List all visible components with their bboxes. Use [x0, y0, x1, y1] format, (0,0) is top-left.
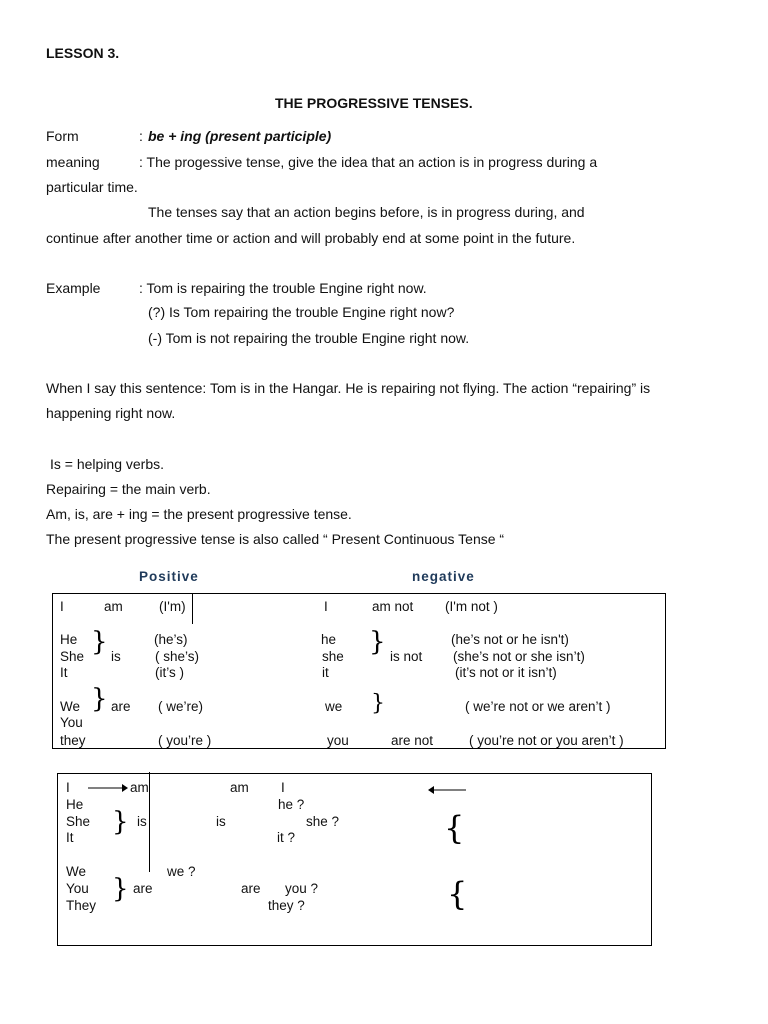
q-verb-is-question: is	[216, 814, 226, 829]
pronoun-you-negative: you	[327, 733, 349, 748]
q-he-question: he ?	[278, 797, 305, 812]
example-question: (?) Is Tom repairing the trouble Engine right now?	[148, 304, 455, 320]
verb-am: am	[104, 599, 123, 614]
form-label: Form	[46, 128, 79, 144]
contraction-were-not: ( we’re not or we aren’t )	[465, 699, 611, 714]
q-pronoun-they: They	[66, 898, 97, 913]
note-continuous: The present progressive tense is also called “ Present Continuous Tense “	[46, 531, 505, 547]
q-pronoun-she: She	[66, 814, 91, 829]
note-helping-verbs: Is = helping verbs.	[50, 456, 165, 472]
q-pronoun-i-question: I	[281, 780, 285, 795]
q-verb-are: are	[133, 881, 153, 896]
q-verb-am-question: am	[230, 780, 249, 795]
brace-he-she: }	[91, 627, 108, 657]
q-pronoun-you: You	[66, 881, 89, 896]
pronoun-they: they	[60, 733, 86, 748]
q-pronoun-it: It	[66, 830, 74, 845]
table-divider-line	[192, 594, 193, 624]
question-table-divider	[149, 772, 150, 872]
explanation-line-1: When I say this sentence: Tom is in the Hangar. He is repairing not flying. The action “repairing” is	[46, 380, 651, 396]
contraction-im-not: (I'm not )	[445, 599, 498, 614]
contraction-youre: ( you’re )	[158, 733, 212, 748]
brace-we-negative: }	[371, 691, 385, 716]
brace-he-she-negative: }	[369, 627, 386, 657]
pronoun-she: She	[60, 649, 85, 664]
q-pronoun-he: He	[66, 797, 84, 812]
verb-are-not: are not	[391, 733, 434, 748]
contraction-hes-not: (he’s not or he isn't)	[451, 632, 569, 647]
pronoun-it: It	[60, 665, 68, 680]
pronoun-it-negative: it	[322, 665, 329, 680]
question-table	[57, 773, 652, 946]
pronoun-she-negative: she	[322, 649, 344, 664]
q-verb-are-question: are	[241, 881, 261, 896]
q-pronoun-we: We	[66, 864, 87, 879]
verb-is-not: is not	[390, 649, 423, 664]
q-we-question: we ?	[167, 864, 196, 879]
contraction-were: ( we’re)	[158, 699, 204, 714]
q-verb-is: is	[137, 814, 147, 829]
contraction-its-not: (it’s not or it isn’t)	[455, 665, 557, 680]
note-main-verb: Repairing = the main verb.	[46, 481, 211, 497]
example-negative: (-) Tom is not repairing the trouble Engine right now.	[148, 330, 470, 346]
q-brace-open-1: {	[444, 809, 465, 847]
contraction-im: (I'm)	[159, 599, 186, 614]
q-brace-you-they: }	[112, 874, 129, 904]
brace-we-you: }	[91, 684, 108, 714]
page-title: THE PROGRESSIVE TENSES.	[275, 95, 473, 111]
negative-header: negative	[412, 569, 475, 584]
contraction-hes: (he’s)	[154, 632, 188, 647]
q-verb-am: am	[130, 780, 149, 795]
verb-are: are	[111, 699, 131, 714]
meaning-label: meaning	[46, 154, 100, 170]
q-they-question: they ?	[268, 898, 305, 913]
pronoun-he: He	[60, 632, 78, 647]
meaning-line-4: continue after another time or action and will probably end at some point in the future.	[46, 230, 576, 246]
conjugation-table	[52, 593, 666, 749]
pronoun-i: I	[60, 599, 64, 614]
pronoun-i-negative: I	[324, 599, 328, 614]
q-she-question: she ?	[306, 814, 340, 829]
q-it-question: it ?	[277, 830, 296, 845]
contraction-its: (it’s )	[155, 665, 184, 680]
pronoun-we-negative: we	[325, 699, 343, 714]
pronoun-you: You	[60, 715, 83, 730]
form-value: be + ing (present participle)	[148, 128, 332, 144]
q-you-question: you ?	[285, 881, 319, 896]
explanation-line-2: happening right now.	[46, 405, 176, 421]
contraction-youre-not: ( you’re not or you aren’t )	[469, 733, 624, 748]
form-colon: :	[139, 128, 143, 144]
pronoun-he-negative: he	[321, 632, 337, 647]
verb-am-not: am not	[372, 599, 414, 614]
verb-is: is	[111, 649, 121, 664]
arrow-left-icon	[428, 784, 466, 796]
pronoun-we: We	[60, 699, 81, 714]
q-brace-she-it: }	[112, 807, 129, 837]
meaning-line-2: particular time.	[46, 179, 138, 195]
q-brace-open-2: {	[447, 875, 468, 913]
example-positive: : Tom is repairing the trouble Engine right now.	[139, 280, 427, 296]
meaning-line-1: : The progessive tense, give the idea that an action is in progress during a	[139, 154, 598, 170]
contraction-shes-not: (she’s not or she isn’t)	[453, 649, 585, 664]
meaning-line-3: The tenses say that an action begins before, is in progress during, and	[148, 204, 585, 220]
q-pronoun-i: I	[66, 780, 70, 795]
lesson-number: LESSON 3.	[46, 45, 120, 61]
note-formula: Am, is, are + ing = the present progressive tense.	[46, 506, 352, 522]
positive-header: Positive	[139, 569, 199, 584]
contraction-shes: ( she’s)	[155, 649, 200, 664]
arrow-right-icon	[88, 782, 128, 794]
example-label: Example	[46, 280, 101, 296]
